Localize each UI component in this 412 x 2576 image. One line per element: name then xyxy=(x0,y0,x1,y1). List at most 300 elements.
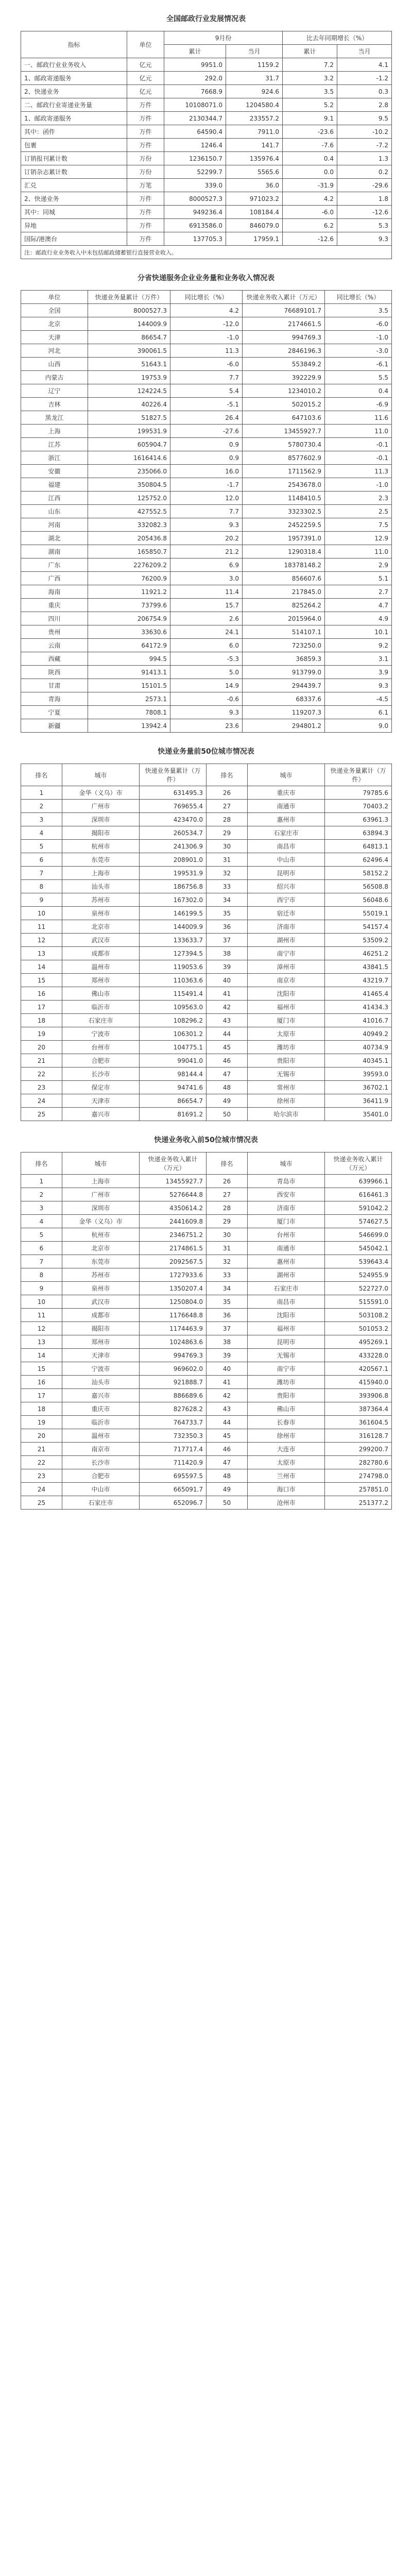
revenue-yoy-cell: 0.4 xyxy=(325,384,392,398)
table-row xyxy=(21,987,392,1001)
city-cell: 郑州市 xyxy=(62,974,140,987)
city-cell: 石家庄市 xyxy=(62,1496,140,1510)
table-row xyxy=(21,1255,392,1268)
month-cell: 135976.4 xyxy=(226,152,283,165)
city-cell: 中山市 xyxy=(248,853,325,867)
revenue-cell: 1711562.9 xyxy=(243,465,325,478)
table-row xyxy=(21,165,392,179)
rank-cell: 6 xyxy=(21,853,62,867)
unit-cell: 亿元 xyxy=(127,85,164,98)
city-cell: 南宁市 xyxy=(248,1362,325,1376)
province-cell: 江苏 xyxy=(21,438,88,451)
city-cell: 东莞市 xyxy=(62,853,140,867)
table-row xyxy=(21,558,392,572)
rank-cell: 45 xyxy=(207,1429,248,1443)
city-cell: 海口市 xyxy=(248,1483,325,1496)
rank-cell: 21 xyxy=(21,1054,62,1067)
table-row xyxy=(21,1081,392,1094)
province-express-body xyxy=(21,304,392,733)
rank-cell: 12 xyxy=(21,1322,62,1335)
cumulative-cell: 7668.9 xyxy=(164,85,226,98)
revenue-cell: 2015964.0 xyxy=(243,612,325,625)
province-cell: 安徽 xyxy=(21,465,88,478)
city-cell: 嘉兴市 xyxy=(62,1389,140,1402)
month-yoy-cell: 1.3 xyxy=(337,152,392,165)
indicator-cell: 订销报刊累计数 xyxy=(21,152,127,165)
table-row xyxy=(21,880,392,893)
city-cell: 揭阳市 xyxy=(62,826,140,840)
city-cell: 宁波市 xyxy=(62,1362,140,1376)
revenue-cell: 665091.7 xyxy=(140,1483,207,1496)
revenue-yoy-cell: 2.7 xyxy=(325,585,392,599)
unit-cell: 万件 xyxy=(127,192,164,206)
header-city: 城市 xyxy=(248,764,325,786)
revenue-cell: 764733.7 xyxy=(140,1416,207,1429)
revenue-cell: 717717.4 xyxy=(140,1443,207,1456)
unit-cell: 万件 xyxy=(127,112,164,125)
city-cell: 揭阳市 xyxy=(62,1322,140,1335)
city-cell: 兰州市 xyxy=(248,1469,325,1483)
volume-cell: 56048.6 xyxy=(325,893,392,907)
volume-yoy-cell: 14.9 xyxy=(170,679,243,692)
revenue-yoy-cell: 9.0 xyxy=(325,719,392,733)
city-cell: 重庆市 xyxy=(62,1402,140,1416)
revenue-cell: 257851.0 xyxy=(325,1483,392,1496)
volume-cell: 186756.8 xyxy=(140,880,207,893)
indicator-cell: 订销杂志累计数 xyxy=(21,165,127,179)
rank-cell: 1 xyxy=(21,1175,62,1188)
volume-cell: 110363.6 xyxy=(140,974,207,987)
city-cell: 南昌市 xyxy=(248,840,325,853)
rank-cell: 33 xyxy=(207,880,248,893)
volume-cell: 106301.2 xyxy=(140,1027,207,1041)
city-cell: 嘉兴市 xyxy=(62,1108,140,1121)
indicator-cell: 汇兑 xyxy=(21,179,127,192)
month-yoy-cell: 1.8 xyxy=(337,192,392,206)
volume-cell: 7808.1 xyxy=(88,706,170,719)
province-cell: 福建 xyxy=(21,478,88,492)
rank-cell: 9 xyxy=(21,893,62,907)
city-cell: 南京市 xyxy=(248,974,325,987)
volume-cell: 55019.1 xyxy=(325,907,392,920)
volume-yoy-cell: 24.1 xyxy=(170,625,243,639)
table-row xyxy=(21,1067,392,1081)
city-cell: 泉州市 xyxy=(62,907,140,920)
volume-cell: 43219.7 xyxy=(325,974,392,987)
rank-cell: 17 xyxy=(21,1389,62,1402)
header-unit: 单位 xyxy=(21,291,88,304)
city-cell: 漳州市 xyxy=(248,960,325,974)
table-row xyxy=(21,666,392,679)
revenue-cell: 76689101.7 xyxy=(243,304,325,317)
volume-cell: 40226.4 xyxy=(88,398,170,411)
rank-cell: 39 xyxy=(207,1349,248,1362)
cumulative-cell: 9951.0 xyxy=(164,58,226,72)
rank-cell: 8 xyxy=(21,1268,62,1282)
rank-cell: 10 xyxy=(21,1295,62,1309)
rank-cell: 44 xyxy=(207,1416,248,1429)
month-yoy-cell: -12.6 xyxy=(337,206,392,219)
revenue-cell: 1148410.5 xyxy=(243,492,325,505)
revenue-cell: 1290318.4 xyxy=(243,545,325,558)
province-cell: 吉林 xyxy=(21,398,88,411)
revenue-cell: 591042.2 xyxy=(325,1201,392,1215)
rank-cell: 50 xyxy=(207,1108,248,1121)
volume-cell: 115491.4 xyxy=(140,987,207,1001)
revenue-cell: 299200.7 xyxy=(325,1443,392,1456)
header-month-yoy: 当月 xyxy=(337,45,392,58)
cumulative-cell: 6913586.0 xyxy=(164,219,226,232)
volume-cell: 63894.3 xyxy=(325,826,392,840)
header-city: 城市 xyxy=(62,1153,140,1175)
indicator-cell: 其中：同城 xyxy=(21,206,127,219)
volume-cell: 125752.0 xyxy=(88,492,170,505)
table-row xyxy=(21,1001,392,1014)
volume-cell: 19753.9 xyxy=(88,371,170,384)
rank-cell: 13 xyxy=(21,1335,62,1349)
indicator-cell: 1、邮政寄递服务 xyxy=(21,72,127,85)
table-row xyxy=(21,317,392,331)
revenue-cell: 1350207.4 xyxy=(140,1282,207,1295)
header-city: 城市 xyxy=(62,764,140,786)
volume-cell: 41465.4 xyxy=(325,987,392,1001)
revenue-cell: 711420.9 xyxy=(140,1456,207,1469)
volume-yoy-cell: 9.3 xyxy=(170,518,243,532)
indicator-cell: 其中：函件 xyxy=(21,125,127,139)
volume-yoy-cell: 0.9 xyxy=(170,451,243,465)
rank-cell: 10 xyxy=(21,907,62,920)
revenue-cell: 2441609.8 xyxy=(140,1215,207,1228)
table-row xyxy=(21,1322,392,1335)
table-row xyxy=(21,867,392,880)
rank-cell: 7 xyxy=(21,1255,62,1268)
revenue-cell: 36859.3 xyxy=(243,652,325,666)
volume-yoy-cell: -12.0 xyxy=(170,317,243,331)
city-cell: 长沙市 xyxy=(62,1456,140,1469)
rank-cell: 47 xyxy=(207,1456,248,1469)
city-cell: 汕头市 xyxy=(62,1376,140,1389)
rank-cell: 30 xyxy=(207,1228,248,1242)
rank-cell: 38 xyxy=(207,947,248,960)
city-cell: 无锡市 xyxy=(248,1349,325,1362)
volume-cell: 133633.7 xyxy=(140,934,207,947)
volume-cell: 144009.9 xyxy=(140,920,207,934)
volume-cell: 199531.9 xyxy=(88,425,170,438)
revenue-yoy-cell: 9.2 xyxy=(325,639,392,652)
city-cell: 哈尔滨市 xyxy=(248,1108,325,1121)
city-cell: 武汉市 xyxy=(62,1295,140,1309)
cumulative-cell: 52299.7 xyxy=(164,165,226,179)
unit-cell: 万件 xyxy=(127,219,164,232)
city-cell: 太原市 xyxy=(248,1456,325,1469)
national-postal-note: 注：邮政行业业务收入中未包括邮政储蓄银行直接营业收入。 xyxy=(21,246,392,259)
header-rank: 排名 xyxy=(21,1153,62,1175)
revenue-yoy-cell: 11.3 xyxy=(325,465,392,478)
revenue-cell: 514107.1 xyxy=(243,625,325,639)
table-row xyxy=(21,139,392,152)
city-cell: 杭州市 xyxy=(62,1228,140,1242)
revenue-yoy-cell: -0.1 xyxy=(325,451,392,465)
table-row xyxy=(21,1402,392,1416)
city-cell: 成都市 xyxy=(62,947,140,960)
table-row xyxy=(21,505,392,518)
city-cell: 青岛市 xyxy=(248,1175,325,1188)
revenue-cell: 856607.6 xyxy=(243,572,325,585)
rank-cell: 11 xyxy=(21,920,62,934)
table-row xyxy=(21,532,392,545)
rank-cell: 34 xyxy=(207,893,248,907)
city-cell: 上海市 xyxy=(62,867,140,880)
volume-cell: 36702.1 xyxy=(325,1081,392,1094)
city-cell: 南京市 xyxy=(62,1443,140,1456)
province-cell: 山东 xyxy=(21,505,88,518)
volume-cell: 769655.4 xyxy=(140,800,207,813)
city-cell: 昆明市 xyxy=(248,1335,325,1349)
city-cell: 长沙市 xyxy=(62,1067,140,1081)
rank-cell: 17 xyxy=(21,1001,62,1014)
table-row xyxy=(21,853,392,867)
cumulative-cell: 137705.3 xyxy=(164,232,226,246)
revenue-yoy-cell: 5.1 xyxy=(325,572,392,585)
revenue-cell: 2846196.3 xyxy=(243,344,325,358)
rank-cell: 27 xyxy=(207,800,248,813)
revenue-cell: 994769.3 xyxy=(243,331,325,344)
revenue-cell: 545042.1 xyxy=(325,1242,392,1255)
city-cell: 石家庄市 xyxy=(62,1014,140,1027)
volume-yoy-cell: 16.0 xyxy=(170,465,243,478)
rank-cell: 26 xyxy=(207,786,248,800)
revenue-cell: 5780730.4 xyxy=(243,438,325,451)
table-row xyxy=(21,1054,392,1067)
cumulative-cell: 1236150.7 xyxy=(164,152,226,165)
revenue-cell: 68337.6 xyxy=(243,692,325,706)
table-row xyxy=(21,438,392,451)
city-cell: 天津市 xyxy=(62,1349,140,1362)
province-cell: 重庆 xyxy=(21,599,88,612)
volume-cell: 40734.9 xyxy=(325,1041,392,1054)
month-cell: 141.7 xyxy=(226,139,283,152)
province-cell: 内蒙古 xyxy=(21,371,88,384)
revenue-yoy-cell: -1.0 xyxy=(325,331,392,344)
city-cell: 宿迁市 xyxy=(248,907,325,920)
volume-cell: 144009.9 xyxy=(88,317,170,331)
cumulative-yoy-cell: 3.2 xyxy=(283,72,337,85)
cumulative-yoy-cell: 0.0 xyxy=(283,165,337,179)
volume-cell: 64813.1 xyxy=(325,840,392,853)
rank-cell: 30 xyxy=(207,840,248,853)
rank-cell: 46 xyxy=(207,1054,248,1067)
province-cell: 新疆 xyxy=(21,719,88,733)
revenue-cell: 1250804.0 xyxy=(140,1295,207,1309)
table-row xyxy=(21,1242,392,1255)
volume-cell: 94741.6 xyxy=(140,1081,207,1094)
rank-cell: 8 xyxy=(21,880,62,893)
revenue-cell: 539643.4 xyxy=(325,1255,392,1268)
unit-cell: 亿元 xyxy=(127,72,164,85)
unit-cell: 万份 xyxy=(127,152,164,165)
volume-cell: 605904.7 xyxy=(88,438,170,451)
table-row xyxy=(21,1376,392,1389)
table-row xyxy=(21,1309,392,1322)
city-cell: 合肥市 xyxy=(62,1469,140,1483)
unit-cell: 亿元 xyxy=(127,58,164,72)
month-yoy-cell: -1.2 xyxy=(337,72,392,85)
cumulative-yoy-cell: -6.0 xyxy=(283,206,337,219)
rank-cell: 27 xyxy=(207,1188,248,1201)
rank-cell: 29 xyxy=(207,1215,248,1228)
rank-cell: 42 xyxy=(207,1389,248,1402)
rank-cell: 49 xyxy=(207,1094,248,1108)
city-cell: 南通市 xyxy=(248,1242,325,1255)
rank-cell: 1 xyxy=(21,786,62,800)
city-cell: 深圳市 xyxy=(62,1201,140,1215)
rank-cell: 31 xyxy=(207,1242,248,1255)
city-cell: 临沂市 xyxy=(62,1416,140,1429)
volume-yoy-cell: 3.0 xyxy=(170,572,243,585)
revenue-cell: 639966.1 xyxy=(325,1175,392,1188)
table-row xyxy=(21,1041,392,1054)
revenue-cell: 695597.5 xyxy=(140,1469,207,1483)
city-cell: 湖州市 xyxy=(248,1268,325,1282)
month-yoy-cell: 9.5 xyxy=(337,112,392,125)
province-express-table xyxy=(21,290,392,733)
indicator-cell: 国际/港澳台 xyxy=(21,232,127,246)
table-row xyxy=(21,599,392,612)
rank-cell: 11 xyxy=(21,1309,62,1322)
revenue-cell: 1234010.2 xyxy=(243,384,325,398)
rank-cell: 24 xyxy=(21,1094,62,1108)
city-cell: 惠州市 xyxy=(248,813,325,826)
header-volume-yoy: 同比增长（%） xyxy=(170,291,243,304)
volume-yoy-cell: 26.4 xyxy=(170,411,243,425)
revenue-cell: 2452259.5 xyxy=(243,518,325,532)
volume-cell: 58152.2 xyxy=(325,867,392,880)
volume-yoy-cell: 7.7 xyxy=(170,505,243,518)
table-row xyxy=(21,465,392,478)
table-row xyxy=(21,639,392,652)
month-cell: 108184.4 xyxy=(226,206,283,219)
city-cell: 东莞市 xyxy=(62,1255,140,1268)
header-city: 城市 xyxy=(248,1153,325,1175)
rank-cell: 4 xyxy=(21,1215,62,1228)
city-cell: 中山市 xyxy=(62,1483,140,1496)
rank-cell: 28 xyxy=(207,813,248,826)
table-row xyxy=(21,800,392,813)
rank-cell: 45 xyxy=(207,1041,248,1054)
rank-cell: 2 xyxy=(21,800,62,813)
province-cell: 青海 xyxy=(21,692,88,706)
table-row xyxy=(21,679,392,692)
revenue-cell: 1174463.9 xyxy=(140,1322,207,1335)
revenue-cell: 251377.2 xyxy=(325,1496,392,1510)
rank-cell: 34 xyxy=(207,1282,248,1295)
month-cell: 7911.0 xyxy=(226,125,283,139)
volume-cell: 127394.5 xyxy=(140,947,207,960)
revenue-cell: 217845.0 xyxy=(243,585,325,599)
revenue-cell: 732350.3 xyxy=(140,1429,207,1443)
volume-yoy-cell: -27.6 xyxy=(170,425,243,438)
province-cell: 山西 xyxy=(21,358,88,371)
revenue-cell: 4350614.2 xyxy=(140,1201,207,1215)
table-row xyxy=(21,192,392,206)
header-rank: 排名 xyxy=(207,764,248,786)
revenue-cell: 502015.2 xyxy=(243,398,325,411)
table-row xyxy=(21,398,392,411)
header-yoy: 比去年同期增长（%） xyxy=(283,31,392,45)
table-row xyxy=(21,1362,392,1376)
city-cell: 西安市 xyxy=(248,1188,325,1201)
volume-cell: 2573.1 xyxy=(88,692,170,706)
revenue-cell: 294439.7 xyxy=(243,679,325,692)
revenue-yoy-cell: 4.7 xyxy=(325,599,392,612)
revenue-yoy-cell: 2.5 xyxy=(325,505,392,518)
rank-cell: 43 xyxy=(207,1014,248,1027)
table-row xyxy=(21,411,392,425)
province-cell: 黑龙江 xyxy=(21,411,88,425)
volume-cell: 2276209.2 xyxy=(88,558,170,572)
header-cumulative: 累计 xyxy=(164,45,226,58)
table-row xyxy=(21,920,392,934)
rank-cell: 13 xyxy=(21,947,62,960)
month-cell: 233557.2 xyxy=(226,112,283,125)
volume-yoy-cell: -5.1 xyxy=(170,398,243,411)
volume-cell: 70403.2 xyxy=(325,800,392,813)
province-cell: 河南 xyxy=(21,518,88,532)
national-postal-table xyxy=(21,31,392,259)
revenue-cell: 616461.3 xyxy=(325,1188,392,1201)
rank-cell: 33 xyxy=(207,1268,248,1282)
city-cell: 潍坊市 xyxy=(248,1041,325,1054)
volume-yoy-cell: -6.0 xyxy=(170,358,243,371)
rank-cell: 14 xyxy=(21,1349,62,1362)
revenue-cell: 501053.2 xyxy=(325,1322,392,1335)
revenue-cell: 652096.7 xyxy=(140,1496,207,1510)
table-row xyxy=(21,934,392,947)
top50-revenue-body xyxy=(21,1175,392,1510)
city-cell: 济南市 xyxy=(248,920,325,934)
revenue-cell: 392229.9 xyxy=(243,371,325,384)
revenue-yoy-cell: 5.5 xyxy=(325,371,392,384)
volume-cell: 43841.5 xyxy=(325,960,392,974)
province-cell: 海南 xyxy=(21,585,88,599)
rank-cell: 41 xyxy=(207,987,248,1001)
indicator-cell: 1、邮政寄递服务 xyxy=(21,112,127,125)
header-rank: 排名 xyxy=(207,1153,248,1175)
province-cell: 广东 xyxy=(21,558,88,572)
top50-volume-body xyxy=(21,786,392,1121)
month-cell: 17959.1 xyxy=(226,232,283,246)
rank-cell: 28 xyxy=(207,1201,248,1215)
rank-cell: 40 xyxy=(207,1362,248,1376)
rank-cell: 21 xyxy=(21,1443,62,1456)
header-revenue: 快递业务收入累计（万元） xyxy=(140,1153,207,1175)
table-row xyxy=(21,1014,392,1027)
rank-cell: 35 xyxy=(207,907,248,920)
rank-cell: 35 xyxy=(207,1295,248,1309)
city-cell: 佛山市 xyxy=(248,1402,325,1416)
volume-cell: 41434.3 xyxy=(325,1001,392,1014)
national-postal-section xyxy=(21,0,391,259)
volume-yoy-cell: 2.6 xyxy=(170,612,243,625)
month-cell: 31.7 xyxy=(226,72,283,85)
table-row xyxy=(21,1215,392,1228)
cumulative-cell: 292.0 xyxy=(164,72,226,85)
volume-cell: 64172.9 xyxy=(88,639,170,652)
cumulative-yoy-cell: -7.6 xyxy=(283,139,337,152)
volume-cell: 62496.4 xyxy=(325,853,392,867)
rank-cell: 25 xyxy=(21,1108,62,1121)
revenue-cell: 415940.0 xyxy=(325,1376,392,1389)
